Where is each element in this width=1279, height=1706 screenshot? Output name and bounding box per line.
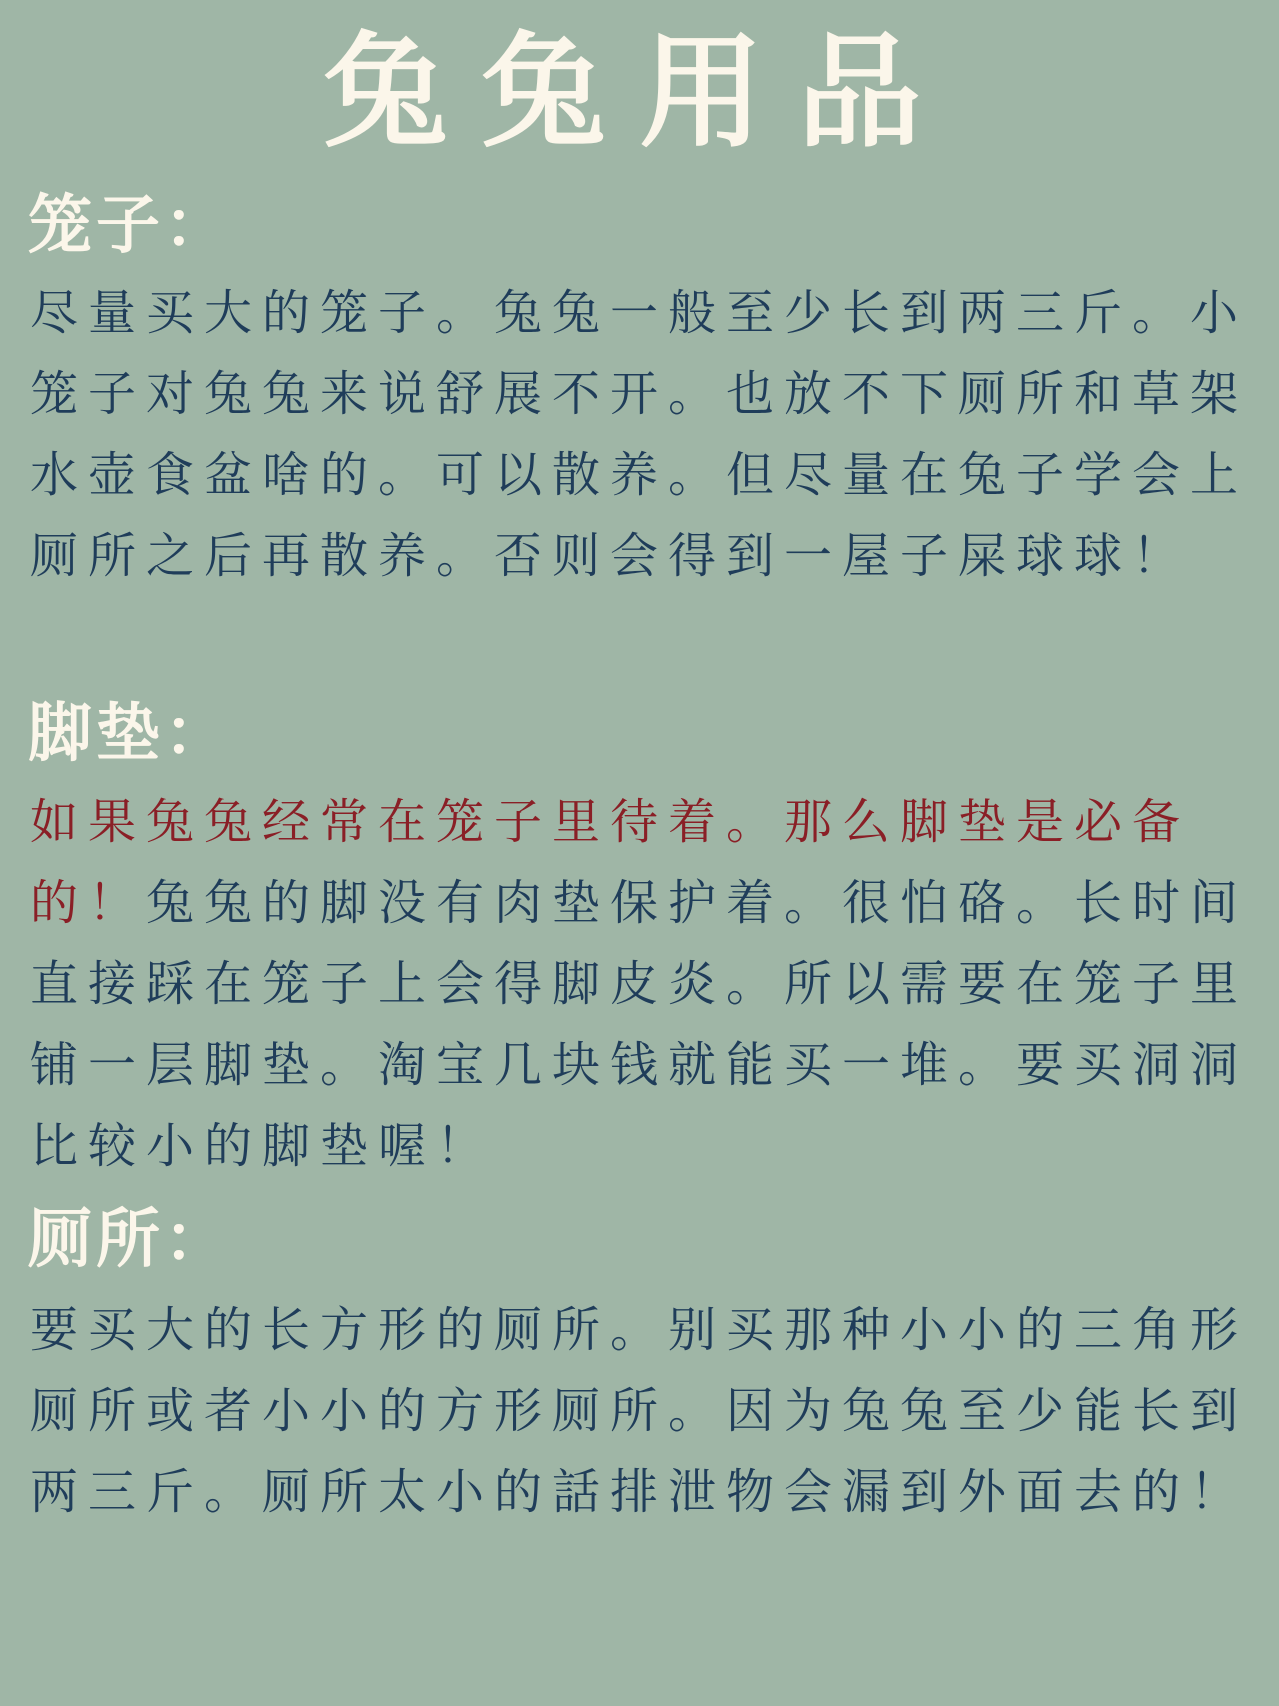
section-heading-cage: 笼子： bbox=[28, 189, 232, 263]
section-body-foot-mat-highlight: 如果兔兔经常在笼子里待着。那么脚垫是必备的！ bbox=[30, 794, 1191, 931]
section-heading-toilet: 厕所： bbox=[28, 1203, 232, 1277]
section-body-foot-mat-text: 兔兔的脚没有肉垫保护着。很怕硌。长时间直接踩在笼子上会得脚皮炎。所以需要在笼子里铺一层脚垫。淘宝几块钱就能买一堆。要买洞洞比较小的脚垫喔！ bbox=[30, 875, 1249, 1174]
section-body-cage: 尽量买大的笼子。兔兔一般至少长到两三斤。小笼子对兔兔来说舒展不开。也放不下厕所和草架水壶食盆啥的。可以散养。但尽量在兔子学会上厕所之后再散养。否则会得到一屋子屎球球！ bbox=[30, 285, 1249, 584]
section-body-foot-mat bbox=[30, 782, 1250, 1187]
page-title: 兔兔用品 bbox=[323, 21, 956, 165]
section-heading-foot-mat: 脚垫： bbox=[28, 697, 232, 771]
section-body-toilet: 要买大的长方形的厕所。别买那种小小的三角形厕所或者小小的方形厕所。因为兔兔至少能长到两三斤。厕所太小的話排泄物会漏到外面去的！ bbox=[30, 1302, 1249, 1520]
